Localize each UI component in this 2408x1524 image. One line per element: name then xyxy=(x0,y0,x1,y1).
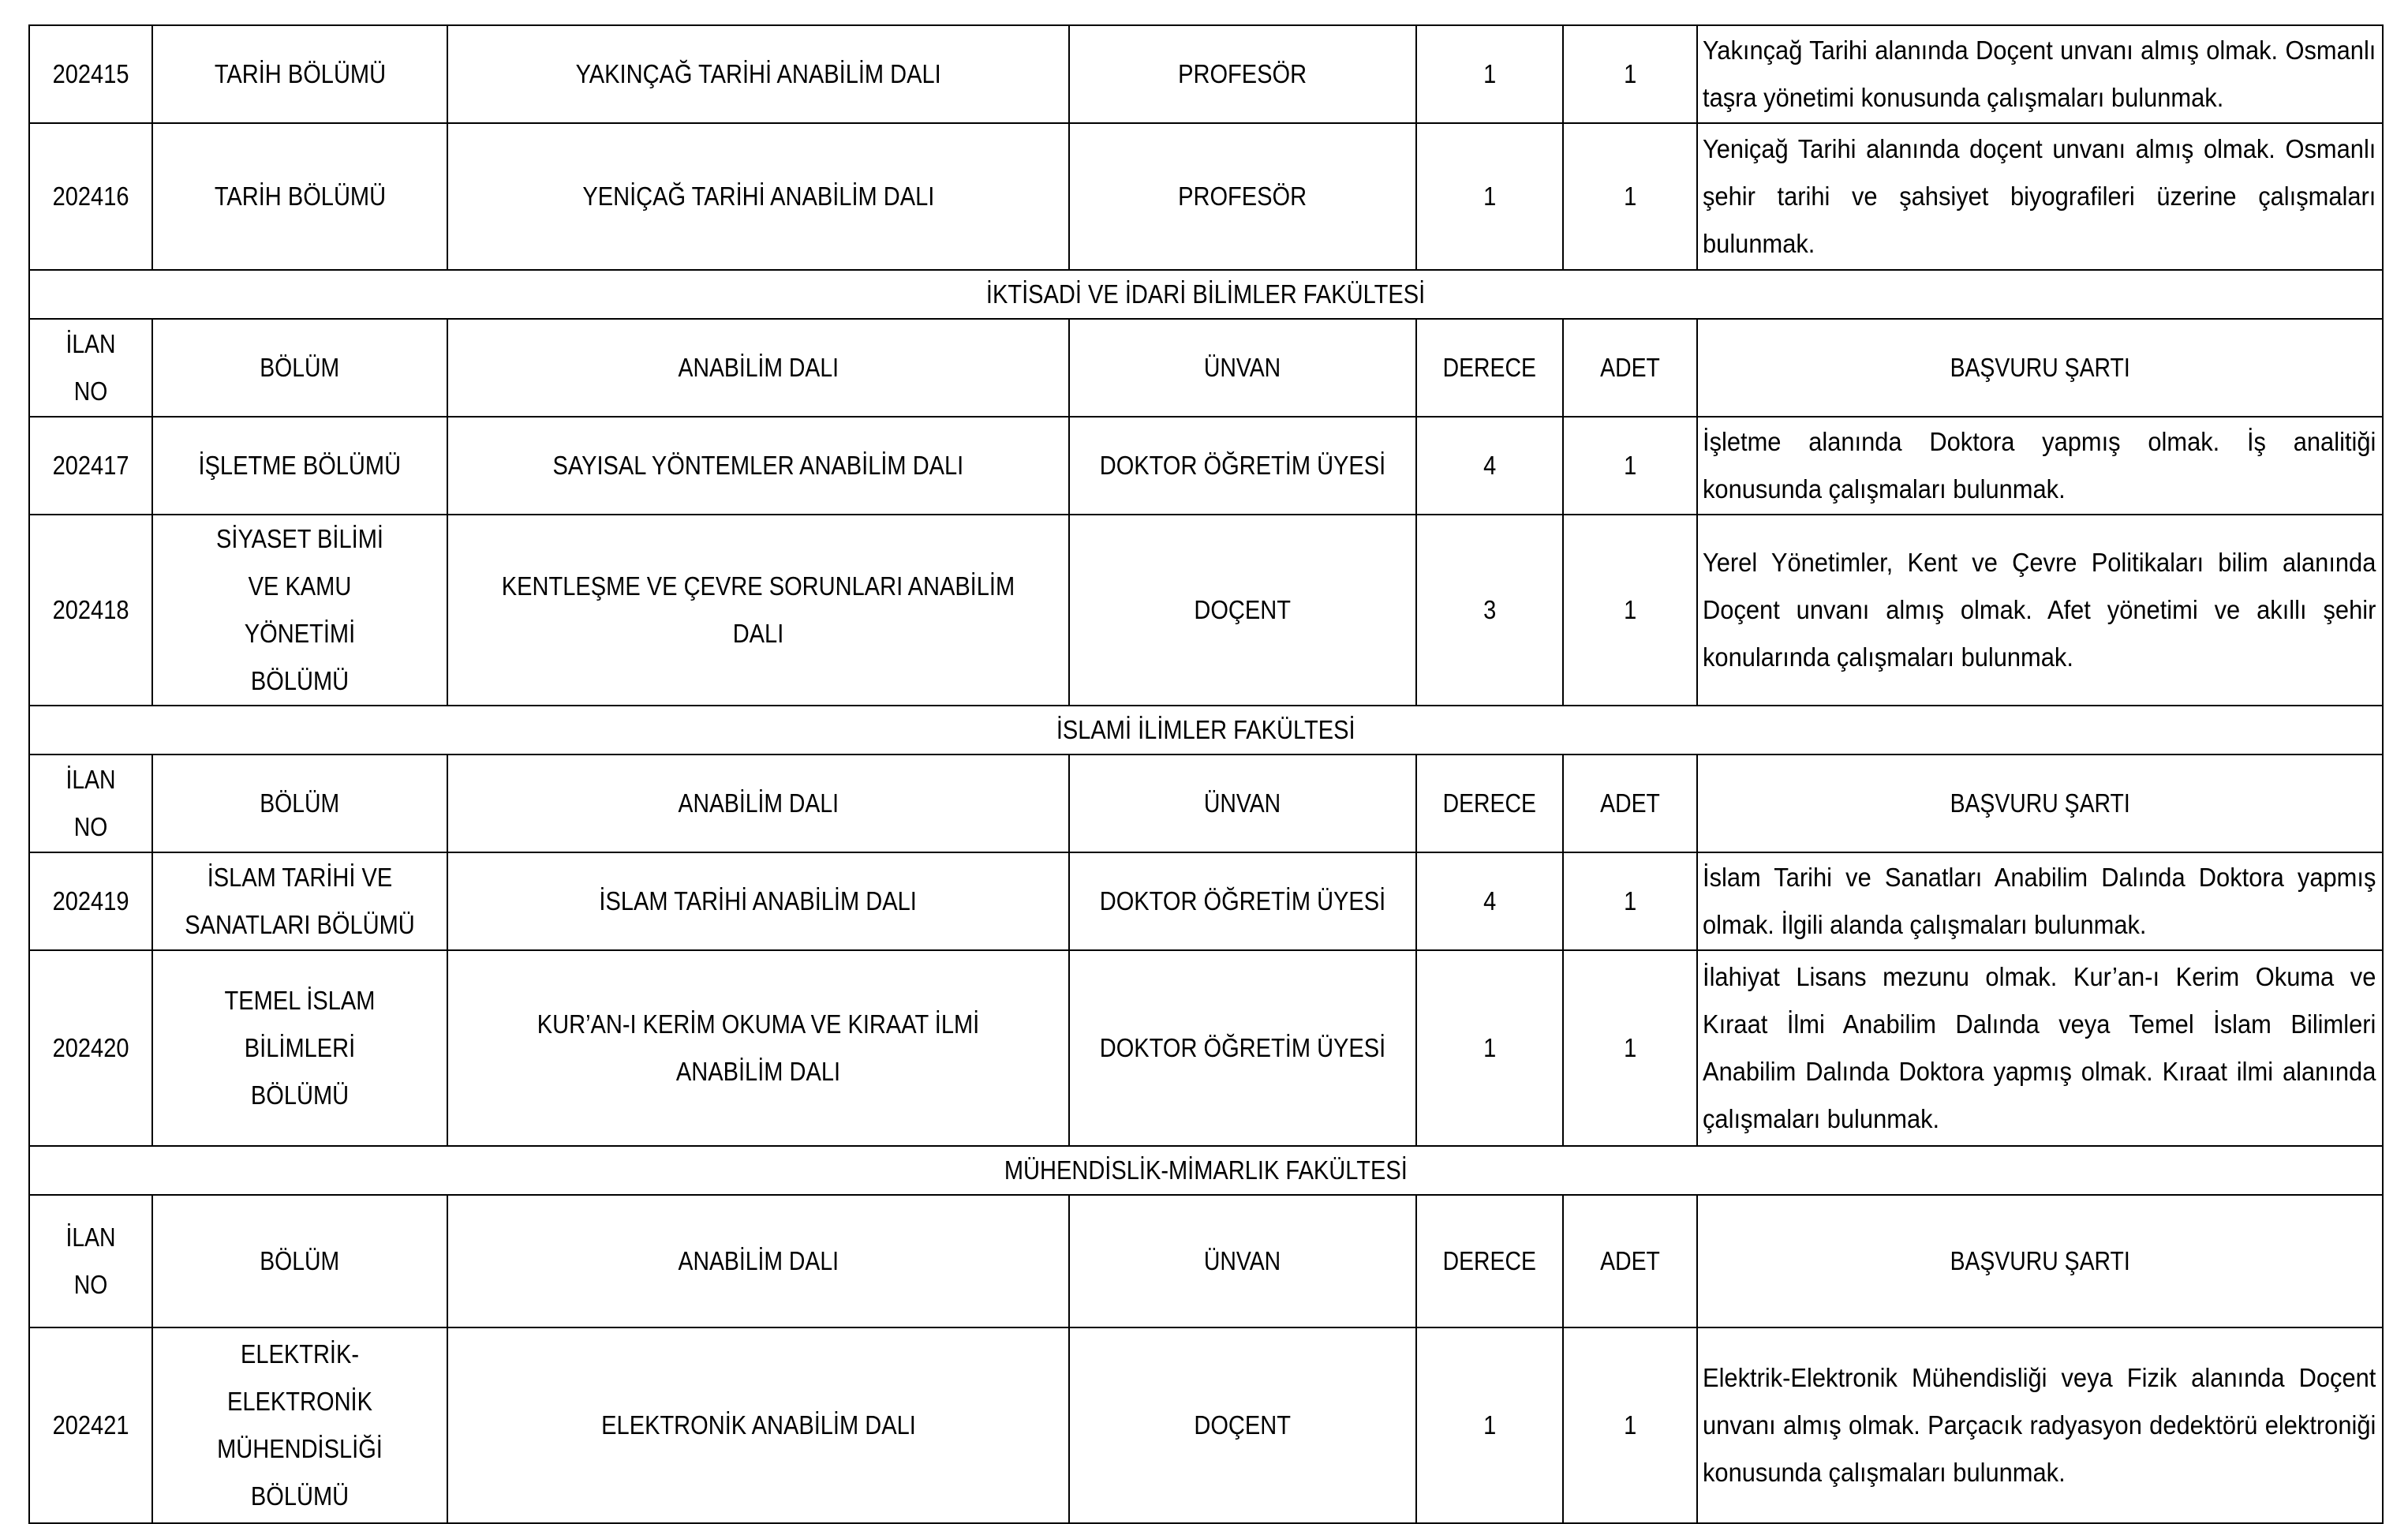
bolum: ELEKTRİK-ELEKTRONİK MÜHENDİSLİĞİ BÖLÜMÜ xyxy=(217,1339,383,1511)
table-row xyxy=(29,852,2383,950)
header-derece-text: DERECE xyxy=(1442,788,1537,818)
bolum: SİYASET BİLİMİ VE KAMU YÖNETİMİ BÖLÜMÜ xyxy=(216,524,383,695)
basvuru-sarti: İslam Tarihi ve Sanatları Anabilim Dalında Doktora yapmış olmak. İlgili alanda çalışmaları bulunmak. xyxy=(1703,863,2376,939)
anabilim-dali-cell xyxy=(447,852,1069,950)
adet: 1 xyxy=(1623,1410,1637,1440)
basvuru-sarti: Yeniçağ Tarihi alanında doçent unvanı almış olmak. Osmanlı şehir tarihi ve şahsiyet biyografileri üzerine çalışmaları bulunmak. xyxy=(1703,134,2376,258)
header-basvuru-sarti xyxy=(1697,319,2383,417)
bolum-cell xyxy=(152,950,447,1146)
basvuru-sarti: İşletme alanında Doktora yapmış olmak. İş analitiği konusunda çalışmaları bulunmak. xyxy=(1703,427,2376,504)
header-bolum xyxy=(152,755,447,852)
faculty-title-text: İSLAMİ İLİMLER FAKÜLTESİ xyxy=(1056,715,1355,744)
header-row xyxy=(29,755,2383,852)
header-bolum xyxy=(152,1195,447,1327)
header-anabilim-dali xyxy=(447,1195,1069,1327)
faculty-row xyxy=(29,1146,2383,1195)
adet-cell xyxy=(1563,25,1697,123)
basvuru-sarti-cell xyxy=(1697,515,2383,706)
header-ilan-no-text: İLAN NO xyxy=(65,1223,116,1299)
bolum: TARİH BÖLÜMÜ xyxy=(214,59,386,88)
ilan-no-cell xyxy=(29,123,152,270)
faculty-title xyxy=(29,1146,2383,1195)
derece-cell xyxy=(1416,950,1563,1146)
header-derece-text: DERECE xyxy=(1442,353,1537,382)
header-derece xyxy=(1416,1195,1563,1327)
ilan-no: 202416 xyxy=(52,182,129,211)
derece: 4 xyxy=(1483,886,1497,916)
derece: 1 xyxy=(1483,182,1497,211)
bolum: İSLAM TARİHİ VE SANATLARI BÖLÜMÜ xyxy=(185,863,415,939)
header-row xyxy=(29,319,2383,417)
adet: 1 xyxy=(1623,182,1637,211)
derece-cell xyxy=(1416,123,1563,270)
adet-cell xyxy=(1563,852,1697,950)
adet: 1 xyxy=(1623,886,1637,916)
header-bolum-text: BÖLÜM xyxy=(260,353,340,382)
basvuru-sarti: Yerel Yönetimler, Kent ve Çevre Politikaları bilim alanında Doçent unvanı almış olmak. Afet yönetimi ve akıllı şehir konularında çalışmaları bulunmak. xyxy=(1703,548,2376,672)
bolum-cell xyxy=(152,417,447,515)
adet: 1 xyxy=(1623,595,1637,624)
adet-cell xyxy=(1563,515,1697,706)
unvan: DOKTOR ÖĞRETİM ÜYESİ xyxy=(1099,451,1386,480)
header-unvan xyxy=(1069,755,1416,852)
ilan-no: 202420 xyxy=(52,1033,129,1062)
basvuru-sarti: İlahiyat Lisans mezunu olmak. Kur’an-ı Kerim Okuma ve Kıraat İlmi Anabilim Dalında veya Temel İslam Bilimleri Anabilim Dalında Doktora yapmış olmak. Kıraat ilmi alanında çalışmaları bulunmak. xyxy=(1703,962,2376,1133)
anabilim-dali: ELEKTRONİK ANABİLİM DALI xyxy=(600,1410,916,1440)
header-unvan-text: ÜNVAN xyxy=(1204,788,1281,818)
anabilim-dali: SAYISAL YÖNTEMLER ANABİLİM DALI xyxy=(552,451,964,480)
unvan-cell xyxy=(1069,25,1416,123)
derece-cell xyxy=(1416,417,1563,515)
header-adet xyxy=(1563,319,1697,417)
header-basvuru-sarti-text: BAŞVURU ŞARTI xyxy=(1950,353,2130,382)
header-anabilim-dali xyxy=(447,319,1069,417)
adet: 1 xyxy=(1623,59,1637,88)
ilan-no: 202418 xyxy=(52,595,129,624)
derece: 4 xyxy=(1483,451,1497,480)
faculty-row xyxy=(29,270,2383,319)
anabilim-dali-cell xyxy=(447,417,1069,515)
anabilim-dali-cell xyxy=(447,123,1069,270)
anabilim-dali: KUR’AN-I KERİM OKUMA VE KIRAAT İLMİ ANABİLİM DALI xyxy=(537,1009,980,1086)
adet: 1 xyxy=(1623,1033,1637,1062)
header-anabilim-dali xyxy=(447,755,1069,852)
header-unvan xyxy=(1069,1195,1416,1327)
bolum-cell xyxy=(152,25,447,123)
unvan-cell xyxy=(1069,417,1416,515)
header-adet-text: ADET xyxy=(1600,1246,1660,1275)
header-ilan-no-text: İLAN NO xyxy=(65,329,116,406)
header-unvan-text: ÜNVAN xyxy=(1204,1246,1281,1275)
faculty-row xyxy=(29,706,2383,755)
header-unvan xyxy=(1069,319,1416,417)
table-row xyxy=(29,25,2383,123)
anabilim-dali: İSLAM TARİHİ ANABİLİM DALI xyxy=(599,886,918,916)
unvan: PROFESÖR xyxy=(1178,59,1307,88)
table-row xyxy=(29,1327,2383,1523)
derece: 1 xyxy=(1483,1410,1497,1440)
adet-cell xyxy=(1563,1327,1697,1523)
basvuru-sarti-cell xyxy=(1697,417,2383,515)
ilan-no: 202415 xyxy=(52,59,129,88)
adet-cell xyxy=(1563,417,1697,515)
unvan-cell xyxy=(1069,950,1416,1146)
bolum-cell xyxy=(152,1327,447,1523)
anabilim-dali-cell xyxy=(447,25,1069,123)
header-adet xyxy=(1563,755,1697,852)
ilan-no-cell xyxy=(29,417,152,515)
ilan-no-cell xyxy=(29,25,152,123)
header-anabilim-dali-text: ANABİLİM DALI xyxy=(678,1246,839,1275)
header-ilan-no xyxy=(29,319,152,417)
basvuru-sarti: Elektrik-Elektronik Mühendisliği veya Fizik alanında Doçent unvanı almış olmak. Parçacık radyasyon dedektörü elektroniği konusunda çalışmaları bulunmak. xyxy=(1703,1363,2376,1487)
header-bolum xyxy=(152,319,447,417)
ilan-no-cell xyxy=(29,515,152,706)
header-adet-text: ADET xyxy=(1600,788,1660,818)
header-row xyxy=(29,1195,2383,1327)
basvuru-sarti: Yakınçağ Tarihi alanında Doçent unvanı almış olmak. Osmanlı taşra yönetimi konusunda çalışmaları bulunmak. xyxy=(1703,36,2376,112)
anabilim-dali: YAKINÇAĞ TARİHİ ANABİLİM DALI xyxy=(575,59,941,88)
anabilim-dali: YENİÇAĞ TARİHİ ANABİLİM DALI xyxy=(582,182,934,211)
faculty-title-text: MÜHENDİSLİK-MİMARLIK FAKÜLTESİ xyxy=(1004,1155,1408,1185)
adet: 1 xyxy=(1623,451,1637,480)
anabilim-dali: KENTLEŞME VE ÇEVRE SORUNLARI ANABİLİM DALI xyxy=(501,571,1015,648)
unvan-cell xyxy=(1069,515,1416,706)
unvan: DOKTOR ÖĞRETİM ÜYESİ xyxy=(1099,886,1386,916)
derece-cell xyxy=(1416,852,1563,950)
unvan-cell xyxy=(1069,123,1416,270)
bolum: TEMEL İSLAM BİLİMLERİ BÖLÜMÜ xyxy=(224,986,376,1110)
derece-cell xyxy=(1416,1327,1563,1523)
ilan-no-cell xyxy=(29,950,152,1146)
header-ilan-no xyxy=(29,1195,152,1327)
bolum-cell xyxy=(152,123,447,270)
announcement-table xyxy=(28,24,2384,1524)
basvuru-sarti-cell xyxy=(1697,1327,2383,1523)
unvan-cell xyxy=(1069,1327,1416,1523)
header-basvuru-sarti-text: BAŞVURU ŞARTI xyxy=(1950,788,2130,818)
unvan: DOÇENT xyxy=(1194,595,1292,624)
ilan-no: 202419 xyxy=(52,886,129,916)
faculty-title xyxy=(29,706,2383,755)
header-derece xyxy=(1416,319,1563,417)
header-bolum-text: BÖLÜM xyxy=(260,1246,340,1275)
faculty-title xyxy=(29,270,2383,319)
derece: 3 xyxy=(1483,595,1497,624)
derece: 1 xyxy=(1483,59,1497,88)
header-derece-text: DERECE xyxy=(1442,1246,1537,1275)
ilan-no: 202421 xyxy=(52,1410,129,1440)
derece-cell xyxy=(1416,25,1563,123)
header-anabilim-dali-text: ANABİLİM DALI xyxy=(678,788,839,818)
bolum-cell xyxy=(152,515,447,706)
derece-cell xyxy=(1416,515,1563,706)
header-adet xyxy=(1563,1195,1697,1327)
table-row xyxy=(29,417,2383,515)
header-derece xyxy=(1416,755,1563,852)
ilan-no-cell xyxy=(29,1327,152,1523)
header-bolum-text: BÖLÜM xyxy=(260,788,340,818)
unvan: DOÇENT xyxy=(1194,1410,1292,1440)
table-row xyxy=(29,123,2383,270)
header-basvuru-sarti xyxy=(1697,1195,2383,1327)
header-unvan-text: ÜNVAN xyxy=(1204,353,1281,382)
adet-cell xyxy=(1563,123,1697,270)
header-basvuru-sarti-text: BAŞVURU ŞARTI xyxy=(1950,1246,2130,1275)
bolum-cell xyxy=(152,852,447,950)
header-basvuru-sarti xyxy=(1697,755,2383,852)
ilan-no-cell xyxy=(29,852,152,950)
anabilim-dali-cell xyxy=(447,950,1069,1146)
header-anabilim-dali-text: ANABİLİM DALI xyxy=(678,353,839,382)
unvan: DOKTOR ÖĞRETİM ÜYESİ xyxy=(1099,1033,1386,1062)
header-ilan-no xyxy=(29,755,152,852)
ilan-no: 202417 xyxy=(52,451,129,480)
basvuru-sarti-cell xyxy=(1697,852,2383,950)
anabilim-dali-cell xyxy=(447,515,1069,706)
table-row xyxy=(29,950,2383,1146)
basvuru-sarti-cell xyxy=(1697,25,2383,123)
unvan: PROFESÖR xyxy=(1178,182,1307,211)
unvan-cell xyxy=(1069,852,1416,950)
basvuru-sarti-cell xyxy=(1697,123,2383,270)
basvuru-sarti-cell xyxy=(1697,950,2383,1146)
bolum: İŞLETME BÖLÜMÜ xyxy=(198,451,402,480)
header-ilan-no-text: İLAN NO xyxy=(65,765,116,841)
table-row xyxy=(29,515,2383,706)
adet-cell xyxy=(1563,950,1697,1146)
derece: 1 xyxy=(1483,1033,1497,1062)
anabilim-dali-cell xyxy=(447,1327,1069,1523)
bolum: TARİH BÖLÜMÜ xyxy=(214,182,386,211)
faculty-title-text: İKTİSADİ VE İDARİ BİLİMLER FAKÜLTESİ xyxy=(986,279,1426,309)
header-adet-text: ADET xyxy=(1600,353,1660,382)
